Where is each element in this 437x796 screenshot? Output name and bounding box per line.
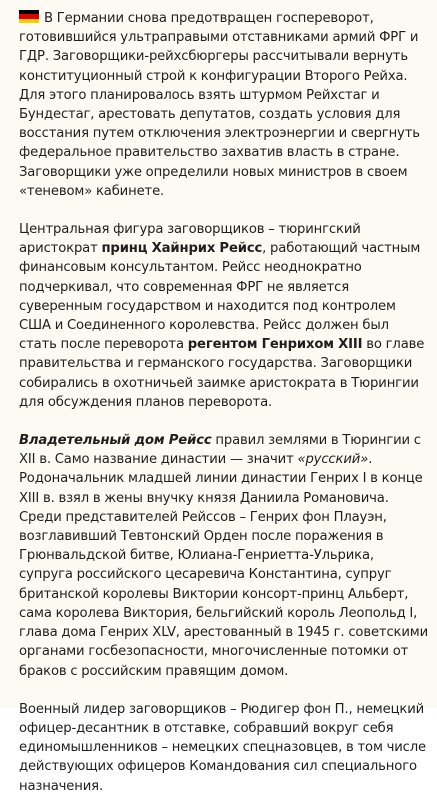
reuss-house-text-1: правил землями в Тюрингии с XII в. Само название династии — значит (19, 433, 421, 468)
prince-name-bold: принц Хайнрих Рейсс (101, 241, 263, 257)
paragraph-intro (19, 9, 429, 201)
regent-title-bold: регентом Генрихом XIII (187, 337, 363, 353)
reuss-house-bold-italic: Владетельный дом Рейсс (19, 433, 212, 449)
military-leader-text: Военный лидер заговорщиков – Рюдигер фон П., немецкий офицер-десантник в отставке, собравший вокруг себя единомышленников – немецких спецназовцев, в том числе действующих офицеров Командования сил специального назначения. (19, 701, 426, 794)
intro-text: В Германии снова предотвращен госпереворот, готовившийся ультраправыми отставниками армий ФРГ и ГДР. Заговорщики-рейхсбюргеры рассчитывали вернуть конституционный строй к конфигурации Второго Рейха. Для этого планировалось взять штурмом Рейхстаг и Бундестаг, арестовать депутатов, создать условия для восстания путем отключения электроэнергии и свергнуть федеральное правительство захватив власть в стране. Заговорщики уже определили новых министров в своем «теневом» кабинете. (19, 11, 420, 199)
reuss-house-text-2: . Родоначальник младшей линии династии Генрих I в конце XIII в. взял в жены внучку князя Даниила Романовича. Среди представителей Рейссов – Генрих фон Плауэн, возглавивший Тевтонский Орден после поражения в Грюнвальдской битве, Юлиана-Генриетта-Ульрика, супруга российского цесаревича Константина, супруг британской королевы Виктории консорт-принц Альберт, сама королева Виктория, бельгийский король Леопольд I, глава дома Генрих XLV, арестованный в 1945 г. советскими органами госбезопасности, многочисленные потомки от браков с российским правящим домом. (19, 452, 429, 679)
central-figure-text-1: Центральная фигура заговорщиков – тюрингский аристократ (19, 222, 361, 257)
paragraph-reuss-house (19, 431, 429, 681)
germany-flag-icon (19, 10, 39, 23)
paragraph-central-figure (19, 220, 429, 412)
central-figure-text-3: во главе правительства и германского государства. Заговорщики собирались в охотничьей заимке аристократа в Тюрингии для обсуждения планов переворота. (19, 337, 425, 410)
paragraph-military-leader (19, 700, 429, 796)
flag-stripe-gold (19, 19, 39, 23)
central-figure-text-2: , работающий частным финансовым консультантом. Рейсс неоднократно подчеркивал, что современная ФРГ не является суверенным государством и находится под контролем США и Соединенного королевства. Рейсс должен был стать после переворота (19, 241, 421, 353)
russian-word-italic: «русский» (297, 452, 369, 468)
